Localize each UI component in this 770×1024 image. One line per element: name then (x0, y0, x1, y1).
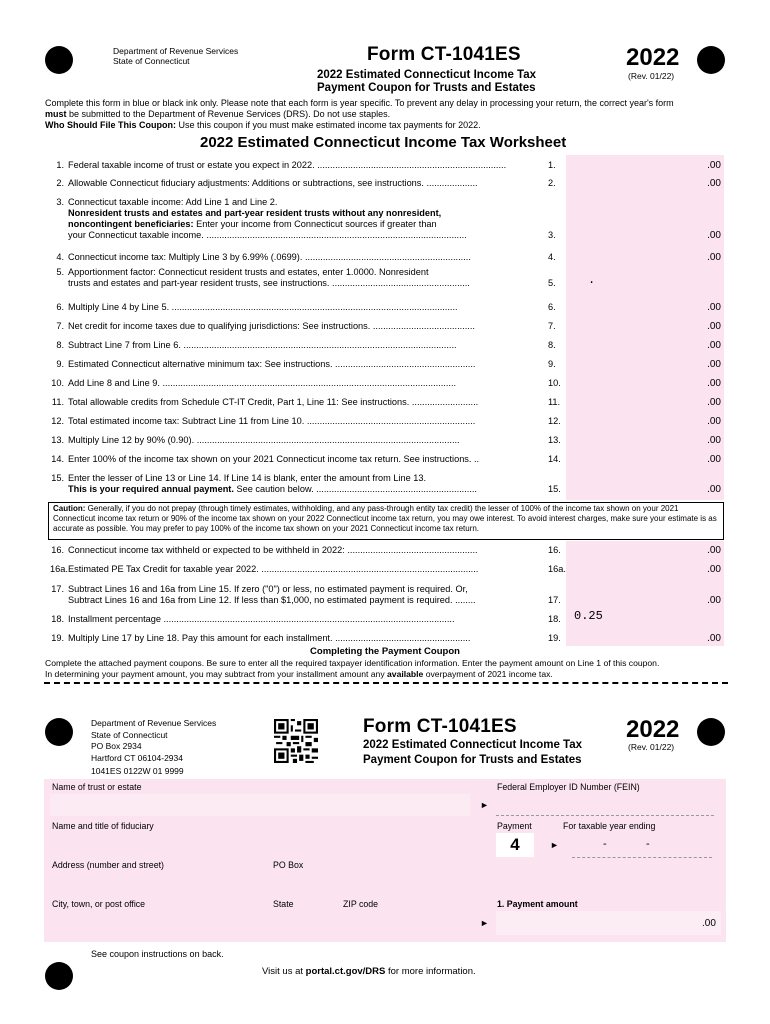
line-reference: 17. (548, 595, 561, 605)
qr-code-icon (274, 719, 318, 763)
line-cents: .00 (707, 454, 721, 465)
see-back-note: See coupon instructions on back. (91, 949, 224, 959)
line-amount-input[interactable] (566, 412, 724, 428)
coupon-po-box: PO Box 2934 (91, 741, 142, 751)
line-cents: .00 (707, 545, 721, 556)
line-reference: 16a. (548, 564, 566, 574)
line-description: Multiply Line 17 by Line 18. Pay this amount for each installment. ..................................................... (68, 633, 471, 643)
line-amount-input[interactable] (566, 174, 724, 190)
subtitle-line1: 2022 Estimated Connecticut Income Tax (317, 69, 536, 81)
line-reference: 14. (548, 454, 561, 464)
line-amount-input[interactable] (566, 629, 724, 645)
line-cents: .00 (707, 397, 721, 408)
caution-box: Caution: Generally, if you do not prepay (through timely estimates, withholding, and any pass-through entity tax credit) the lesser of 100% of the income tax shown on your 2021 Connecticut income tax return or 90% of the income tax shown on your 2022 Connecticut income tax return, you may owe interest. To avoid interest charges, make sure your estimate is as accurate as possible. You may prefer to pay 100% of the income tax shown on your 2021 Connecticut income tax return. (48, 502, 724, 540)
line-cents: .00 (707, 252, 721, 263)
line-reference: 18. (548, 614, 561, 624)
payment-arrow-icon: ► (550, 840, 559, 850)
address-label: Address (number and street) (52, 860, 164, 870)
line-cents: .00 (707, 340, 721, 351)
line-cents: .00 (707, 633, 721, 644)
drs-portal-link[interactable]: portal.ct.gov/DRS (305, 966, 386, 977)
intro-line1: Complete this form in blue or black ink only. Please note that each form is year specific. To prevent any delay in processing your return, the correct year's form (45, 98, 674, 108)
fein-label: Federal Employer ID Number (FEIN) (497, 782, 640, 792)
line-number: 15. (51, 473, 64, 483)
coupon-agency-block (91, 718, 216, 778)
line-description: Add Line 8 and Line 9. ................................................................................................................... (68, 378, 457, 388)
coupon-scan-code: 1041ES 0122W 01 9999 (91, 766, 184, 776)
fiduciary-field[interactable] (50, 833, 470, 855)
line-number: 19. (51, 633, 64, 643)
payment-number-value: 4 (496, 833, 534, 857)
line-number: 11. (51, 397, 64, 407)
line-amount-input[interactable] (566, 450, 724, 466)
payment-amount-cents: .00 (702, 918, 716, 929)
coupon-city-line: Hartford CT 06104-2934 (91, 752, 183, 763)
line-reference: 1. (548, 160, 556, 170)
line-number: 4. (56, 252, 64, 262)
line-reference: 19. (548, 633, 561, 643)
taxyear-label: For taxable year ending (563, 821, 656, 831)
line-cents: .00 (707, 160, 721, 171)
line-description: Estimated Connecticut alternative minimum tax: See instructions. ....................................................... (68, 359, 476, 369)
intro-line3: Who Should File This Coupon: Use this coupon if you must make estimated income tax payments for 2022. (45, 120, 481, 130)
line-prefilled-value: . (588, 273, 596, 287)
completing-line1: Complete the attached payment coupons. Be sure to enter all the required taxpayer identification information. Enter the payment amount on Line 1 of this coupon. (45, 658, 660, 668)
coupon-form-year: 2022 (626, 716, 680, 743)
line-amount-input[interactable] (566, 298, 724, 314)
line-description: Total allowable credits from Schedule CT-IT Credit, Part 1, Line 11: See instructions. .......................... (68, 397, 479, 407)
line-description: Allowable Connecticut fiduciary adjustments: Additions or subtractions, see instructions. .................... (68, 178, 478, 188)
coupon-subtitle-line1: 2022 Estimated Connecticut Income Tax (363, 739, 582, 751)
line-amount-input[interactable] (566, 355, 724, 371)
line-description: Installment percentage .................................................................................................................. (68, 614, 455, 624)
payment-number-label: Payment (497, 821, 532, 831)
coupon-form-title: Form CT-1041ES (363, 716, 517, 737)
line-cents: .00 (707, 302, 721, 313)
line-description: Apportionment factor: Connecticut resident trusts and estates, enter 1.0000. Nonresident trusts and estates and part-year resident trusts, see instructions. ...................................................... (68, 267, 470, 288)
pobox-label: PO Box (273, 860, 304, 870)
fein-arrow-icon: ► (480, 800, 489, 810)
line-amount-input[interactable] (566, 431, 724, 447)
line-cents: .00 (707, 564, 721, 575)
line-amount-input[interactable] (566, 156, 724, 172)
city-field[interactable] (50, 911, 265, 933)
zip-label: ZIP code (343, 899, 379, 909)
line-reference: 13. (548, 435, 561, 445)
instructions-intro (45, 98, 735, 131)
coupon-agency-state: State of Connecticut (91, 729, 168, 740)
coupon-subtitle-line2: Payment Coupon for Trusts and Estates (363, 754, 582, 766)
completing-instructions (45, 658, 735, 680)
form-subtitle (317, 69, 536, 95)
line-description: Subtract Lines 16 and 16a from Line 15. If zero ("0") or less, no estimated payment is required. Or, Subtract Lines 16 and 16a from Line 12. If less than $1,000, no estimated payment is required. ........ (68, 584, 476, 605)
form-year: 2022 (626, 44, 680, 71)
line-reference: 12. (548, 416, 561, 426)
visit-note: Visit us at portal.ct.gov/DRS for more information. (262, 966, 476, 977)
line-number: 5. (56, 267, 64, 277)
line-reference: 3. (548, 230, 556, 240)
agency-name: Department of Revenue Services (113, 46, 239, 56)
line-number: 7. (56, 321, 64, 331)
coupon-subtitle (363, 738, 582, 768)
line-cents: .00 (707, 178, 721, 189)
coupon-agency-name: Department of Revenue Services (91, 718, 217, 728)
line-reference: 4. (548, 252, 556, 262)
line-amount-input[interactable] (566, 274, 724, 290)
line-number: 8. (56, 340, 64, 350)
line-reference: 10. (548, 378, 561, 388)
line-description: Net credit for income taxes due to qualifying jurisdictions: See instructions. ........................................ (68, 321, 475, 331)
completing-title: Completing the Payment Coupon (310, 646, 460, 657)
amount-arrow-icon: ► (480, 918, 489, 928)
fiduciary-label: Name and title of fiduciary (52, 821, 154, 831)
line-cents: .00 (707, 359, 721, 370)
line-description: Connecticut income tax: Multiply Line 3 by 6.99% (.0699). ................................................................. (68, 252, 471, 262)
payment-amount-label: 1. Payment amount (497, 899, 578, 909)
line-reference: 6. (548, 302, 556, 312)
line-cents: .00 (707, 416, 721, 427)
form-title: Form CT-1041ES (367, 44, 521, 65)
line-prefilled-value: 0.25 (574, 609, 603, 623)
line-reference: 5. (548, 278, 556, 288)
line-cents: .00 (707, 484, 721, 495)
line-amount-input[interactable] (566, 374, 724, 390)
line-description: Federal taxable income of trust or estate you expect in 2022. .......................................................................... (68, 160, 507, 170)
subtitle-line2: Payment Coupon for Trusts and Estates (317, 82, 536, 94)
line-cents: .00 (707, 595, 721, 606)
coupon-revision-date: (Rev. 01/22) (628, 742, 675, 752)
line-cents: .00 (707, 321, 721, 332)
date-separator-1: - (603, 838, 607, 850)
line-number: 10. (51, 378, 64, 388)
line-amount-input[interactable] (566, 336, 724, 352)
agency-state: State of Connecticut (113, 56, 190, 66)
line-amount-input[interactable] (566, 591, 724, 607)
trust-name-label: Name of trust or estate (52, 782, 142, 792)
line-amount-input[interactable] (566, 480, 724, 496)
line-description: Subtract Line 7 from Line 6. ........................................................................................................... (68, 340, 457, 350)
line-description: Connecticut taxable income: Add Line 1 and Line 2. Nonresident trusts and estates and part-year resident trusts without any nonresident, noncontingent beneficiaries: Enter your income from Connecticut sources if greater than your Connecticut taxable income. ...................................................................................................... (68, 197, 467, 240)
line-description: Enter the lesser of Line 13 or Line 14. If Line 14 is blank, enter the amount from Line 13. This is your required annual payment. See caution below. ............................................................... (68, 473, 477, 494)
line-description: Connecticut income tax withheld or expected to be withheld in 2022: ................................................... (68, 545, 478, 555)
line-reference: 15. (548, 484, 561, 494)
line-cents: .00 (707, 378, 721, 389)
taxyear-ending-field[interactable] (572, 838, 712, 858)
line-number: 18. (51, 614, 64, 624)
line-number: 2. (56, 178, 64, 188)
address-field[interactable] (50, 872, 265, 894)
agency-block (113, 46, 238, 66)
line-reference: 8. (548, 340, 556, 350)
registration-mark-top-left (45, 46, 73, 74)
intro-line2: must be submitted to the Department of Revenue Services (DRS). Do not use staples. (45, 109, 391, 119)
line-description: Estimated PE Tax Credit for taxable year 2022. ..................................................................................... (68, 564, 479, 574)
cut-line (44, 682, 728, 684)
registration-mark-bottom-left (45, 962, 73, 990)
registration-mark-coupon-right (697, 718, 725, 746)
line-description: Multiply Line 12 by 90% (0.90). ....................................................................................................... (68, 435, 460, 445)
line-description: Enter 100% of the income tax shown on your 2021 Connecticut income tax return. See instructions. .. (68, 454, 480, 464)
registration-mark-top-right (697, 46, 725, 74)
line-number: 9. (56, 359, 64, 369)
revision-date: (Rev. 01/22) (628, 71, 675, 81)
line-number: 14. (51, 454, 64, 464)
line-description: Multiply Line 4 by Line 5. ................................................................................................................ (68, 302, 458, 312)
line-number: 17. (51, 584, 64, 594)
date-separator-2: - (646, 838, 650, 850)
trust-name-field[interactable] (50, 794, 470, 816)
line-amount-input[interactable] (566, 393, 724, 409)
line-number: 12. (51, 416, 64, 426)
line-cents: .00 (707, 230, 721, 241)
line-number: 1. (56, 160, 64, 170)
line-description: Total estimated income tax: Subtract Line 11 from Line 10. .................................................................. (68, 416, 476, 426)
line-number: 16. (51, 545, 64, 555)
line-reference: 11. (548, 397, 561, 407)
state-field[interactable] (271, 911, 335, 933)
worksheet-title: 2022 Estimated Connecticut Income Tax Worksheet (200, 134, 567, 151)
line-number: 6. (56, 302, 64, 312)
zip-field[interactable] (341, 911, 470, 933)
line-amount-input[interactable] (566, 317, 724, 333)
line-amount-input[interactable] (566, 226, 724, 242)
line-cents: .00 (707, 435, 721, 446)
line-amount-input[interactable] (566, 248, 724, 264)
payment-amount-field[interactable] (496, 911, 721, 935)
line-number: 16a. (50, 564, 68, 574)
line-amount-input[interactable] (566, 560, 724, 576)
city-label: City, town, or post office (52, 899, 146, 909)
line-reference: 2. (548, 178, 556, 188)
line-reference: 7. (548, 321, 556, 331)
line-amount-input[interactable] (566, 541, 724, 557)
registration-mark-coupon-left (45, 718, 73, 746)
line-amount-input[interactable] (566, 610, 724, 626)
line-number: 3. (56, 197, 64, 207)
fein-field[interactable] (496, 794, 714, 816)
completing-line2: In determining your payment amount, you may subtract from your installment amount any available overpayment of 2021 income tax. (45, 669, 553, 679)
line-reference: 16. (548, 545, 561, 555)
line-number: 13. (51, 435, 64, 445)
state-label: State (273, 899, 294, 909)
line-reference: 9. (548, 359, 556, 369)
pobox-field[interactable] (271, 872, 470, 894)
